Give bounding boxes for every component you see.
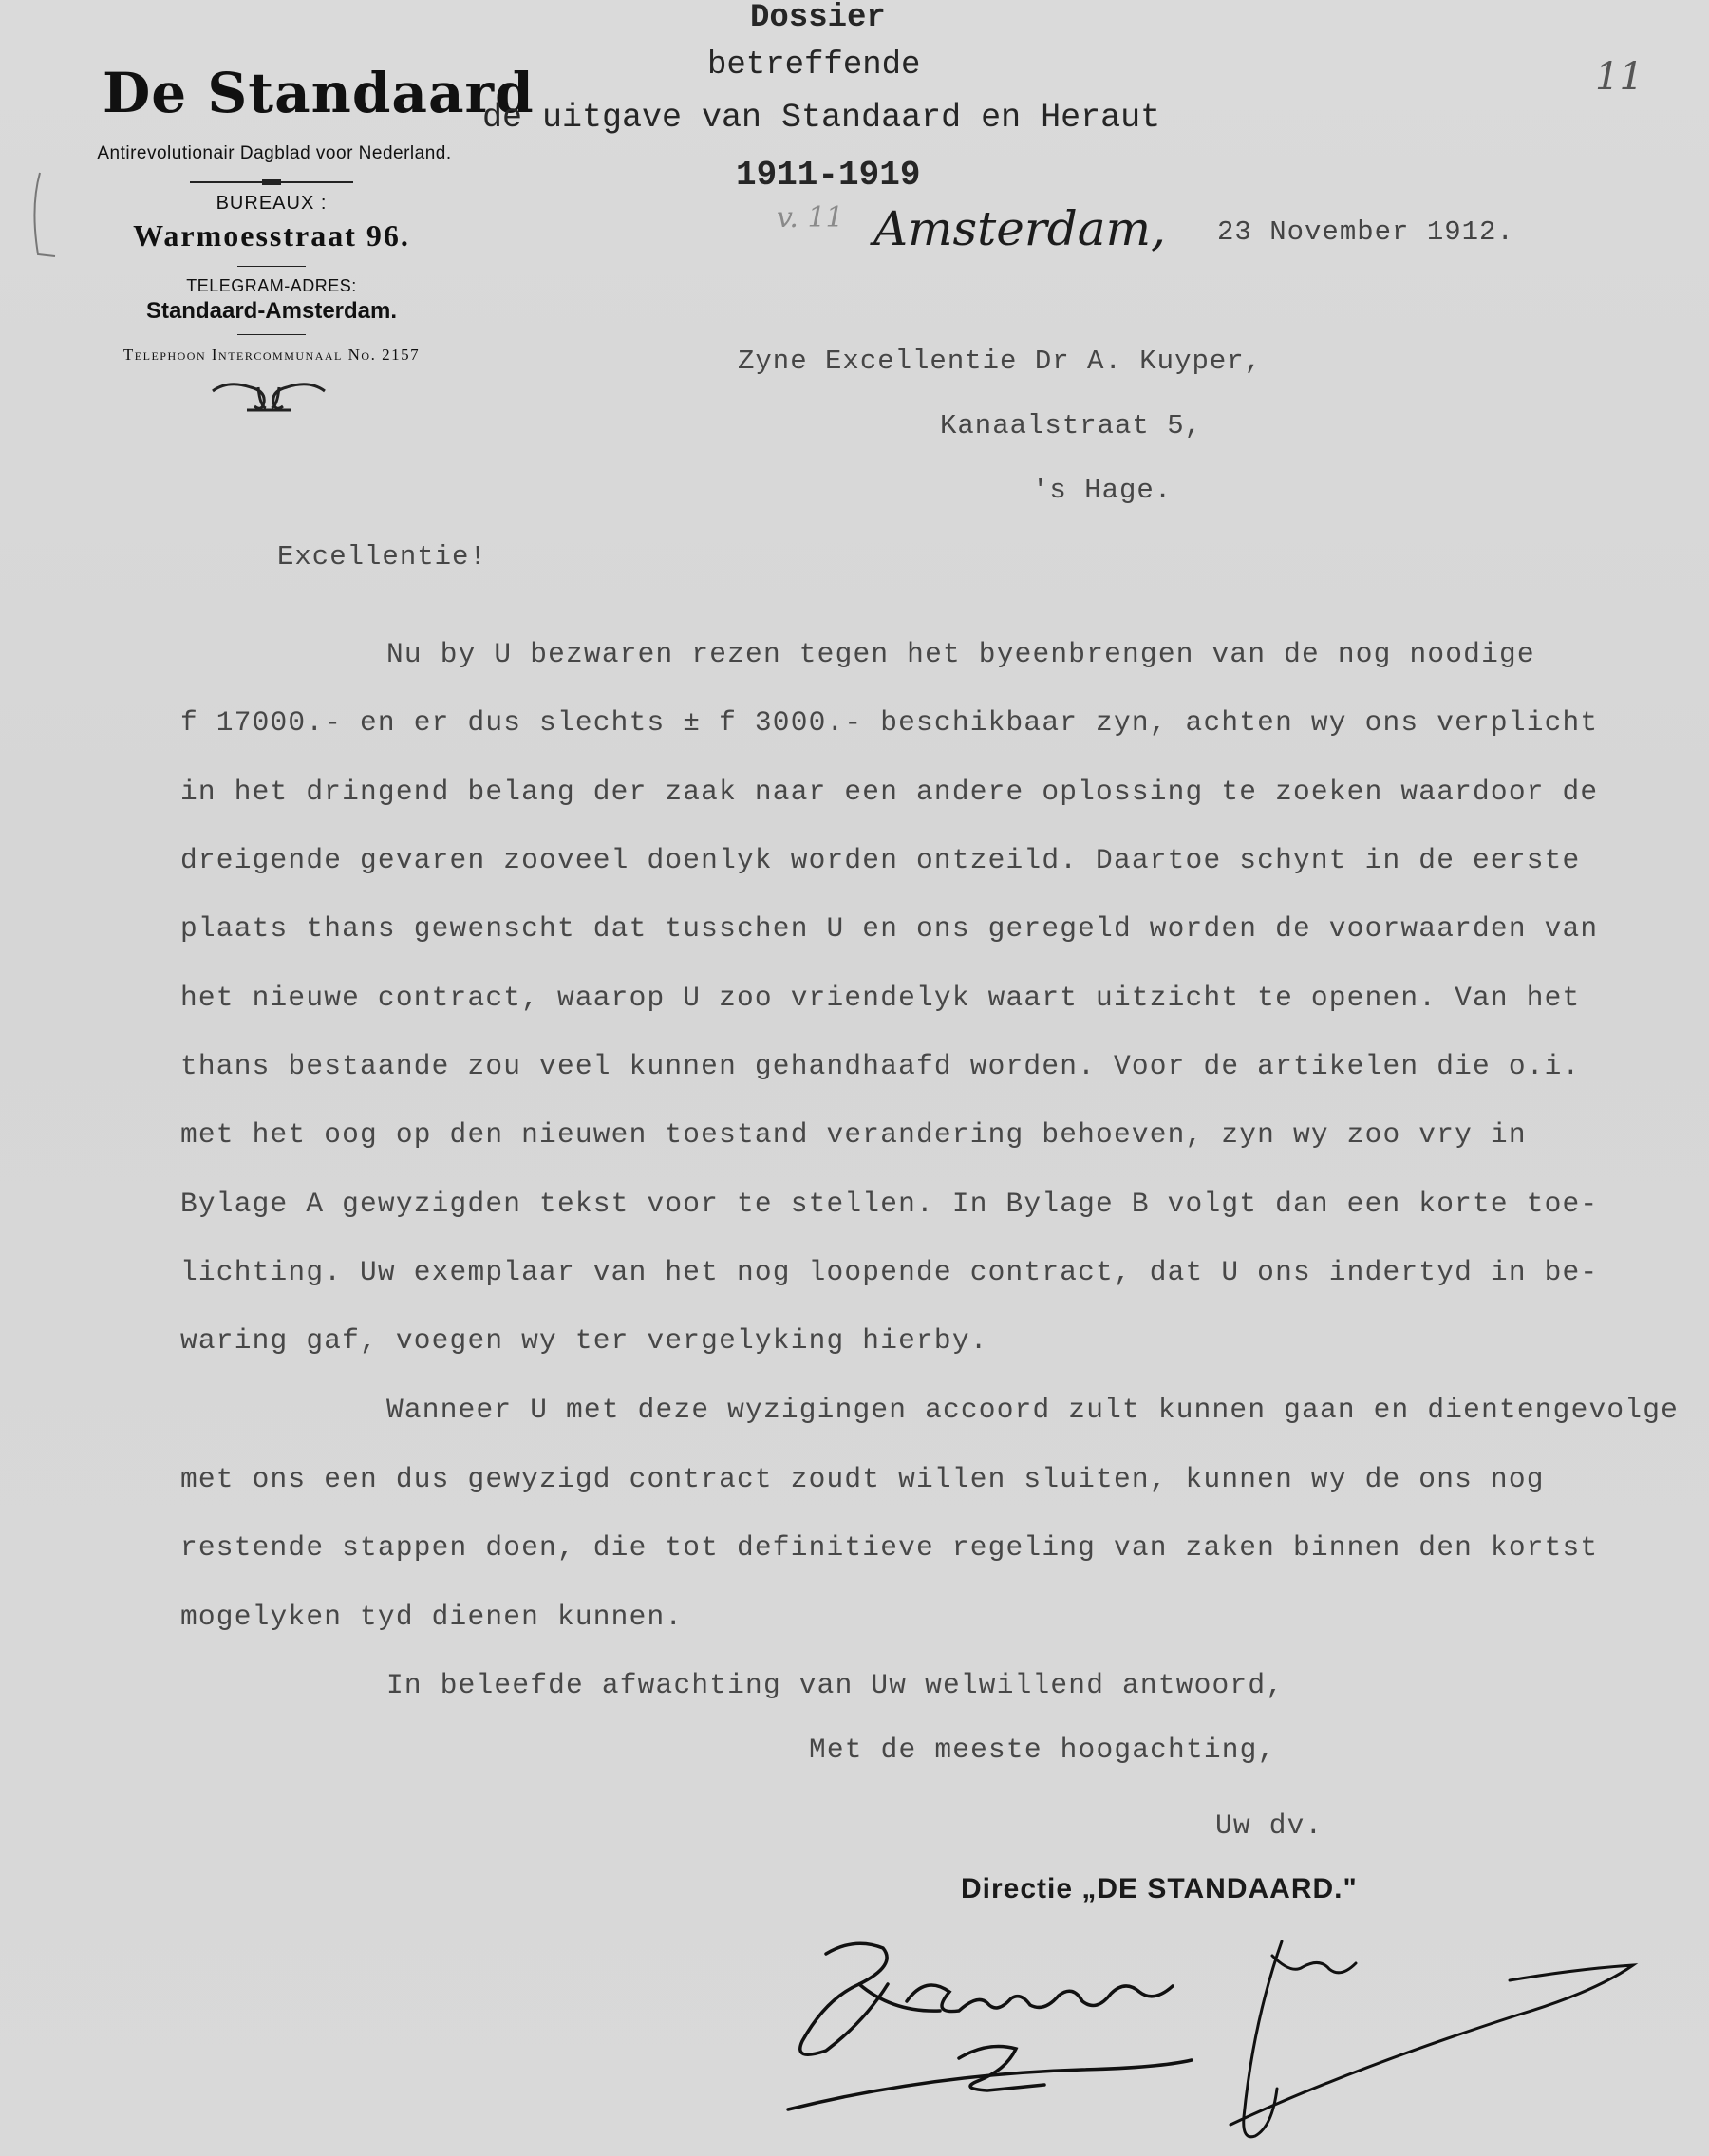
body-line: Bylage A gewyzigden tekst voor te stellen. In Bylage B volgt dan een korte toe- — [180, 1188, 1599, 1220]
body-line: waring gaf, voegen wy ter vergelyking hierby. — [180, 1324, 988, 1357]
closing-line: In beleefde afwachting van Uw welwillend antwoord, — [386, 1669, 1285, 1701]
firm-stamp: Directie „DE STANDAARD." — [961, 1873, 1358, 1904]
dossier-stamp-line: betreffende — [707, 47, 921, 84]
body-line: thans bestaande zou veel kunnen gehandhaafd worden. Voor de artikelen die o.i. — [180, 1050, 1581, 1082]
masthead-title: De Standaard — [103, 61, 535, 125]
dossier-stamp-years: 1911-1919 — [736, 156, 921, 195]
body-line: restende stappen doen, die tot definitieve regeling van zaken binnen den kortst — [180, 1531, 1599, 1564]
closing-line: Uw dv. — [1215, 1809, 1324, 1842]
signature-right — [1230, 1941, 1633, 2137]
recipient-street: Kanaalstraat 5, — [940, 410, 1203, 441]
letter-date: 23 November 1912. — [1217, 216, 1514, 248]
body-line: het nieuwe contract, waarop U zoo vriendelyk waart uitzicht te openen. Van het — [180, 982, 1581, 1014]
page-number: 11 — [1595, 55, 1643, 99]
body-line: lichting. Uw exemplaar van het nog loopende contract, dat U ons indertyd in be- — [180, 1256, 1599, 1288]
closing-line: Met de meeste hoogachting, — [809, 1734, 1276, 1766]
dossier-stamp-title: Dossier — [750, 0, 886, 36]
dossier-stamp-line: de uitgave van Standaard en Heraut — [482, 99, 1161, 137]
telegram-label: TELEGRAM-ADRES: — [186, 276, 357, 295]
bureaux-address: Warmoesstraat 96. — [133, 218, 410, 253]
salutation: Excellentie! — [277, 541, 487, 572]
recipient-name: Zyne Excellentie Dr A. Kuyper, — [738, 346, 1263, 377]
body-line: Wanneer U met deze wyzigingen accoord zult kunnen gaan en dientengevolge — [386, 1394, 1680, 1426]
place-of-writing: Amsterdam, — [873, 201, 1166, 256]
body-line: mogelyken tyd dienen kunnen. — [180, 1601, 684, 1633]
signature-left — [788, 1943, 1192, 2109]
body-line: Nu by U bezwaren rezen tegen het byeenbrengen van de nog noodige — [386, 638, 1535, 670]
recipient-city: 's Hage. — [1032, 475, 1173, 506]
telephone-number: Telephoon Intercommunaal No. 2157 — [122, 346, 421, 364]
body-line: in het dringend belang der zaak naar een andere oplossing te zoeken waardoor de — [180, 776, 1599, 808]
body-line: met het oog op den nieuwen toestand verandering behoeven, zyn wy zoo vry in — [180, 1118, 1527, 1151]
telegram-address: Standaard-Amsterdam. — [145, 298, 398, 324]
reference-note: v. 11 — [777, 201, 844, 234]
body-line: f 17000.- en er dus slechts ± f 3000.- beschikbaar zyn, achten wy ons verplicht — [180, 706, 1599, 739]
masthead-subtitle: Antirevolutionair Dagblad voor Nederland. — [97, 143, 452, 163]
body-line: plaats thans gewenscht dat tusschen U en ons geregeld worden de voorwaarden van — [180, 912, 1599, 945]
body-line: met ons een dus gewyzigd contract zoudt willen sluiten, kunnen wy de ons nog — [180, 1463, 1545, 1495]
body-line: dreigende gevaren zooveel doenlyk worden ontzeild. Daartoe schynt in de eerste — [180, 844, 1581, 876]
bureaux-label: BUREAUX : — [216, 193, 328, 214]
